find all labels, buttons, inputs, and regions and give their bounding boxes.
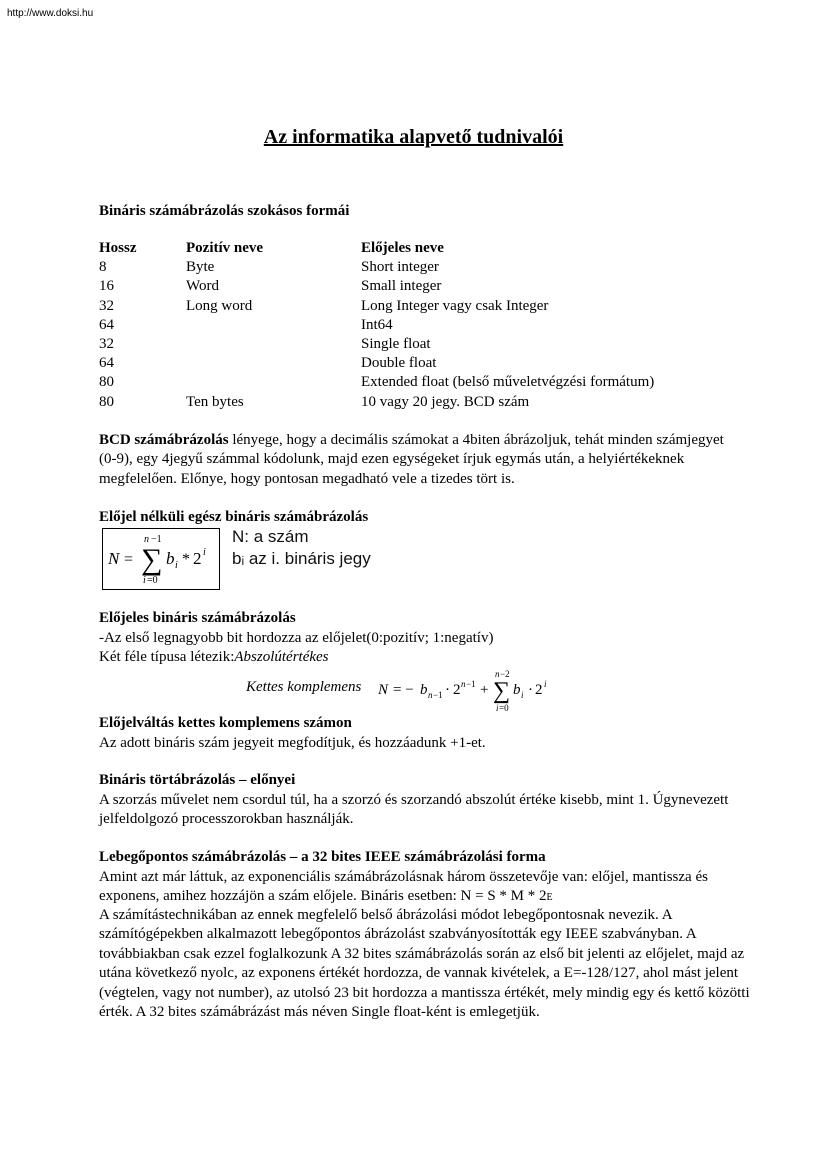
table-cell (186, 354, 361, 373)
table-cell: Int64 (361, 316, 393, 333)
binary-forms-table (99, 239, 654, 412)
svg-text:∑: ∑ (493, 678, 511, 704)
table-row (99, 373, 654, 392)
table-cell: 32 (99, 297, 114, 314)
bcd-text: lényege, hogy a decimális számokat a 4biten ábrázoljuk, tehát minden számjegyet (0-9), egy 4jegyű számmal kódolunk, majd ezen egységeket írjuk egymás után, a helyiértékeknek megfelelően. Előnye, hogy pontosan megadható vele a tizedes tört is. (99, 432, 724, 487)
unsigned-legend (232, 526, 371, 570)
legend-digit: bᵢ az i. bináris jegy (232, 549, 371, 568)
table-cell: Word (186, 278, 219, 295)
svg-text:n: n (428, 690, 433, 700)
table-cell: Double float (361, 355, 437, 372)
column-header: Előjeles neve (361, 240, 444, 256)
table-cell: 80 (99, 393, 114, 410)
float-exponent: E (546, 892, 553, 904)
svg-text:i: i (143, 575, 146, 586)
twos-complement-formula (246, 667, 566, 715)
fraction-heading: Bináris törtábrázolás – előnyei (99, 772, 296, 788)
table-cell: Ten bytes (186, 393, 244, 410)
table-cell: 64 (99, 316, 114, 333)
table-cell (186, 373, 361, 392)
column-header: Pozitív neve (186, 240, 264, 256)
svg-text:i: i (175, 560, 178, 571)
float-text-2: A számítástechnikában az ennek megfelelő belső ábrázolási módot lebegőpontosnak nevezik. A számítógépekben alkalmazott lebegőpontos ábrázolást szabványosították egy IEEE szabványban. A továbbiakban csak ezzel foglalkozunk A 32 bites számábrázolás során az első bit jelenti az előjelet, majd az utána következő nyolc, az exponens értékét hordozza, de vannak kivételek, a E=-128/127, ahol mást jelent (végtelen, vagy not number), az utolsó 23 bit hordozza a mantissza értékét, mely mindig egy és kettő közötti érték. A 32 bites számábrázást más néven Single float-ként is emlegetjük. (99, 907, 750, 1021)
column-header: Hossz (99, 240, 137, 256)
unsigned-formula (102, 528, 220, 590)
table-row (99, 297, 654, 316)
table-cell: Single float (361, 336, 431, 353)
svg-text:N: N (108, 549, 120, 568)
svg-text:b: b (166, 549, 175, 568)
formula-label: Kettes komplemens (246, 679, 362, 695)
svg-text:b: b (513, 682, 521, 698)
svg-text:+: + (480, 682, 489, 698)
signed-heading: Előjeles bináris számábrázolás (99, 610, 296, 626)
source-url[interactable]: http://www.doksi.hu (7, 8, 94, 19)
svg-text:i: i (203, 547, 206, 558)
svg-text:n: n (461, 679, 466, 689)
float-heading: Lebegőpontos számábrázolás – a 32 bites IEEE számábrázolási forma (99, 849, 546, 865)
table-row (99, 258, 654, 277)
svg-text:·: · (528, 682, 533, 698)
svg-text:n: n (495, 669, 500, 679)
svg-text:i: i (544, 679, 547, 689)
table-cell (186, 316, 361, 335)
svg-text:−1: −1 (151, 534, 162, 545)
table-cell: 32 (99, 336, 114, 353)
bcd-term: BCD számábrázolás (99, 432, 229, 448)
table-cell: Long Integer vagy csak Integer (361, 297, 549, 314)
table-cell: 80 (99, 374, 114, 391)
svg-text:n: n (144, 534, 149, 545)
svg-text:=: = (124, 551, 134, 568)
table-row (99, 335, 654, 354)
table-cell: Byte (186, 259, 215, 276)
table-header-row (99, 239, 654, 258)
unsigned-heading: Előjel nélküli egész bináris számábrázolás (99, 509, 369, 525)
unsigned-formula-svg (103, 529, 219, 589)
signed-line-2 (99, 648, 329, 667)
svg-text:=0: =0 (147, 575, 158, 586)
table-cell: 8 (99, 259, 107, 276)
table-cell (186, 335, 361, 354)
table-cell: 10 vagy 20 jegy. BCD szám (361, 393, 530, 410)
svg-text:2: 2 (453, 682, 461, 698)
svg-text:2: 2 (535, 682, 543, 698)
signed-types-italic: Abszolútértékes (234, 649, 329, 665)
svg-text:2: 2 (193, 549, 202, 568)
signed-line-1: -Az első legnagyobb bit hordozza az előjelet(0:pozitív; 1:negatív) (99, 630, 494, 646)
table-row (99, 316, 654, 335)
legend-number: N: a szám (232, 527, 309, 546)
table-row (99, 393, 654, 412)
svg-text:∑: ∑ (141, 543, 163, 576)
svg-text:−1: −1 (433, 690, 443, 700)
bcd-paragraph (99, 431, 739, 489)
signed-types-text: Két féle típusa létezik: (99, 649, 235, 665)
twos-complement-svg (376, 667, 566, 715)
page-title: Az informatika alapvető tudnivalói (263, 126, 564, 148)
svg-text:= −: = − (393, 682, 414, 698)
svg-text:i: i (496, 703, 499, 713)
table-cell: 16 (99, 278, 114, 295)
negation-heading: Előjelváltás kettes komplemens számon (99, 715, 352, 731)
table-cell: Long word (186, 297, 253, 314)
negation-text: Az adott bináris szám jegyeit megfodítjuk, és hozzáadunk +1-et. (99, 735, 486, 751)
table-cell: Small integer (361, 278, 442, 295)
table-cell: 64 (99, 355, 114, 372)
table-row (99, 277, 654, 296)
svg-text:i: i (521, 690, 524, 700)
fraction-text: A szorzás művelet nem csordul túl, ha a szorzó és szorzandó abszolút értéke kisebb, mint 1. Úgynevezett jelfeldolgozó processzorokban használják. (99, 792, 729, 828)
svg-text:N: N (378, 682, 389, 698)
svg-text:·: · (445, 682, 450, 698)
table-cell: Short integer (361, 259, 439, 276)
svg-text:b: b (420, 682, 428, 698)
float-text-1 (99, 868, 759, 908)
svg-text:*: * (182, 551, 190, 568)
table-cell: Extended float (belső műveletvégzési formátum) (361, 374, 655, 391)
svg-text:−1: −1 (466, 679, 476, 689)
binary-forms-heading: Bináris számábrázolás szokásos formái (99, 203, 350, 219)
table-row (99, 354, 654, 373)
svg-text:=0: =0 (499, 703, 509, 713)
float-text-1-body: Amint azt már láttuk, az exponenciális számábrázolásnak három összetevője van: előjel, mantissza és exponens, amihez hozzájön a szám előjele. Bináris esetben: N = S * M * 2 (99, 869, 708, 905)
svg-text:−2: −2 (500, 669, 510, 679)
